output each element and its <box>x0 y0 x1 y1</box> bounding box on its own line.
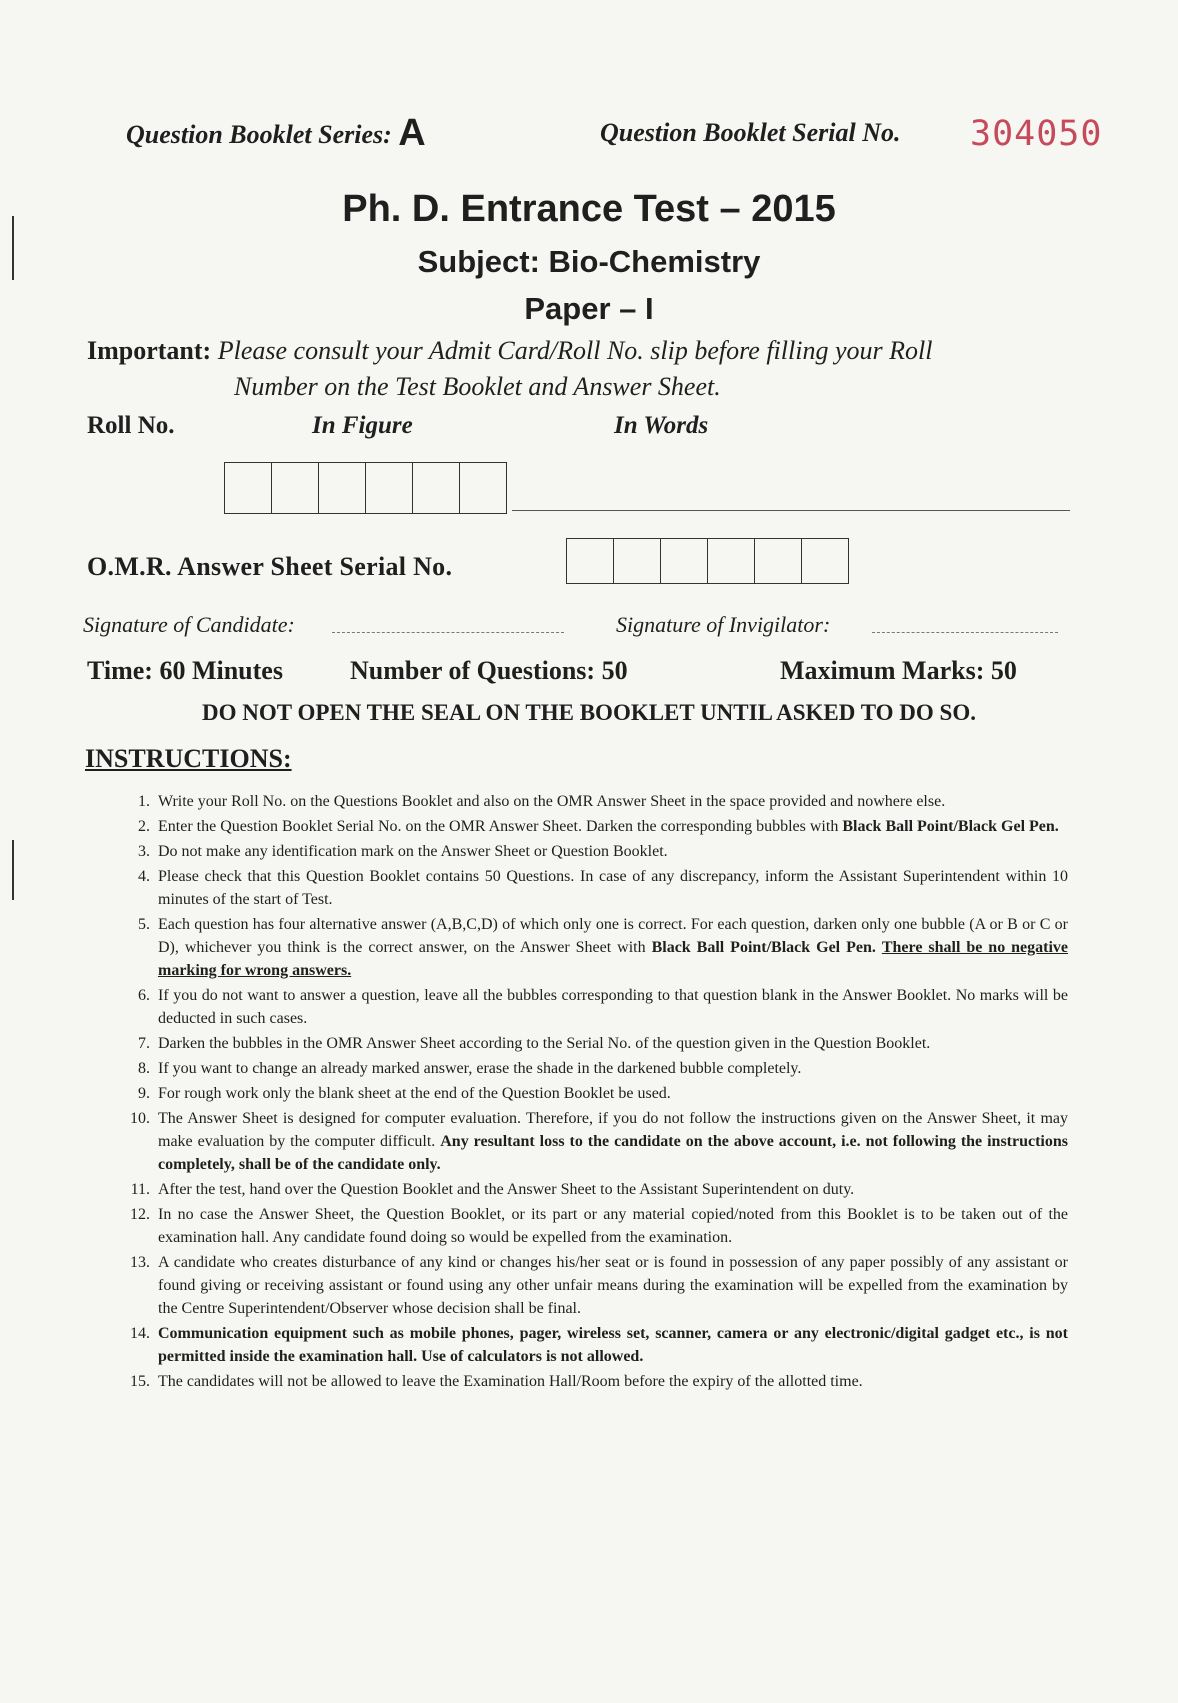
important-note <box>87 333 1087 405</box>
list-item: 1. Write your Roll No. on the Questions Booklet and also on the OMR Answer Sheet in the space provided and nowhere else. <box>138 793 946 810</box>
list-item: 15. The candidates will not be allowed to leave the Examination Hall/Room before the expiry of the allotted time. <box>130 1373 863 1390</box>
omr-digit-box[interactable] <box>567 539 614 583</box>
omr-serial-label: O.M.R. Answer Sheet Serial No. <box>87 552 453 581</box>
instructions-heading: INSTRUCTIONS: <box>85 744 292 773</box>
booklet-series <box>126 112 426 155</box>
roll-in-words-line[interactable] <box>512 510 1070 511</box>
list-item: 14. Communication equipment such as mobile phones, pager, wireless set, scanner, camera or any electronic/digital gadget etc., is not permitted inside the examination hall. Use of calculators is not allowed. <box>130 1325 1068 1365</box>
seal-warning: DO NOT OPEN THE SEAL ON THE BOOKLET UNTIL ASKED TO DO SO. <box>202 700 976 725</box>
list-item: 9. For rough work only the blank sheet at the end of the Question Booklet be used. <box>138 1085 671 1102</box>
in-words-label: In Words <box>614 412 709 439</box>
roll-digit-box[interactable] <box>366 463 413 513</box>
serial-value: 304050 <box>970 114 1103 154</box>
invigilator-signature-label: Signature of Invigilator: <box>616 612 831 637</box>
list-item: 7. Darken the bubbles in the OMR Answer Sheet according to the Serial No. of the question given in the Question Booklet. <box>138 1035 931 1052</box>
list-item: 12. In no case the Answer Sheet, the Question Booklet, or its part or any material copied/noted from this Booklet is to be taken out of the examination hall. Any candidate found doing so would be expelled from the examination. <box>130 1206 1068 1246</box>
important-line2: Number on the Test Booklet and Answer Sheet. <box>234 372 721 401</box>
list-item: 5. Each question has four alternative answer (A,B,C,D) of which only one is correct. For each question, darken only one bubble (A or B or C or D), whichever you think is the correct answer, on the Answer Sheet with Black Ball Point/Black Gel Pen. There shall be no negative marking for wrong answers. <box>138 916 1069 979</box>
omr-serial-boxes[interactable] <box>566 538 849 584</box>
paper-title: Paper – I <box>524 291 654 326</box>
list-item: 13. A candidate who creates disturbance of any kind or changes his/her seat or is found in possession of any paper possibly of any assistant or found giving or receiving assistant or found using any other unfair means during the examination will be expelled from the examination by the Centre Superintendent/Observer whose decision shall be final. <box>130 1254 1068 1317</box>
omr-digit-box[interactable] <box>661 539 708 583</box>
roll-number-boxes[interactable] <box>224 462 507 514</box>
roll-digit-box[interactable] <box>319 463 366 513</box>
list-item: 2. Enter the Question Booklet Serial No. on the OMR Answer Sheet. Darken the corresponding bubbles with Black Ball Point/Black Gel Pen. <box>138 818 1059 835</box>
serial-label: Question Booklet Serial No. <box>600 118 901 147</box>
omr-digit-box[interactable] <box>614 539 661 583</box>
roll-digit-box[interactable] <box>225 463 272 513</box>
omr-digit-box[interactable] <box>755 539 802 583</box>
exam-title: Ph. D. Entrance Test – 2015 <box>342 188 836 230</box>
invigilator-signature-line[interactable] <box>872 632 1058 633</box>
candidate-signature-label: Signature of Candidate: <box>83 612 295 637</box>
list-item: 4. Please check that this Question Booklet contains 50 Questions. In case of any discrepancy, inform the Assistant Superintendent within 10 minutes of the start of Test. <box>138 868 1068 908</box>
omr-digit-box[interactable] <box>708 539 755 583</box>
number-of-questions: Number of Questions: 50 <box>350 656 628 685</box>
roll-no-label: Roll No. <box>87 412 175 439</box>
series-value: A <box>398 112 426 154</box>
series-label: Question Booklet Series: <box>126 120 392 149</box>
list-item: 10. The Answer Sheet is designed for computer evaluation. Therefore, if you do not follow the instructions given on the Answer Sheet, it may make evaluation by the computer difficult. Any resultant loss to the candidate on the above account, i.e. not following the instructions completely, shall be of the candidate only. <box>130 1110 1069 1173</box>
important-line1: Please consult your Admit Card/Roll No. slip before filling your Roll <box>217 336 933 365</box>
list-item: 6. If you do not want to answer a question, leave all the bubbles corresponding to that question blank in the Answer Booklet. No marks will be deducted in such cases. <box>138 987 1068 1027</box>
subject-title: Subject: Bio-Chemistry <box>417 244 761 279</box>
roll-digit-box[interactable] <box>413 463 460 513</box>
omr-digit-box[interactable] <box>802 539 848 583</box>
list-item: 3. Do not make any identification mark on the Answer Sheet or Question Booklet. <box>138 843 668 860</box>
in-figure-label: In Figure <box>312 412 413 439</box>
instructions-list <box>118 790 1068 1395</box>
maximum-marks: Maximum Marks: 50 <box>780 656 1017 685</box>
roll-digit-box[interactable] <box>272 463 319 513</box>
candidate-signature-line[interactable] <box>332 632 564 633</box>
exam-time: Time: 60 Minutes <box>87 656 283 685</box>
important-label: Important: <box>87 336 212 365</box>
left-edge-mark <box>12 840 14 900</box>
roll-digit-box[interactable] <box>460 463 506 513</box>
list-item: 8. If you want to change an already marked answer, erase the shade in the darkened bubble completely. <box>138 1060 802 1077</box>
list-item: 11. After the test, hand over the Question Booklet and the Answer Sheet to the Assistant Superintendent on duty. <box>130 1181 855 1198</box>
